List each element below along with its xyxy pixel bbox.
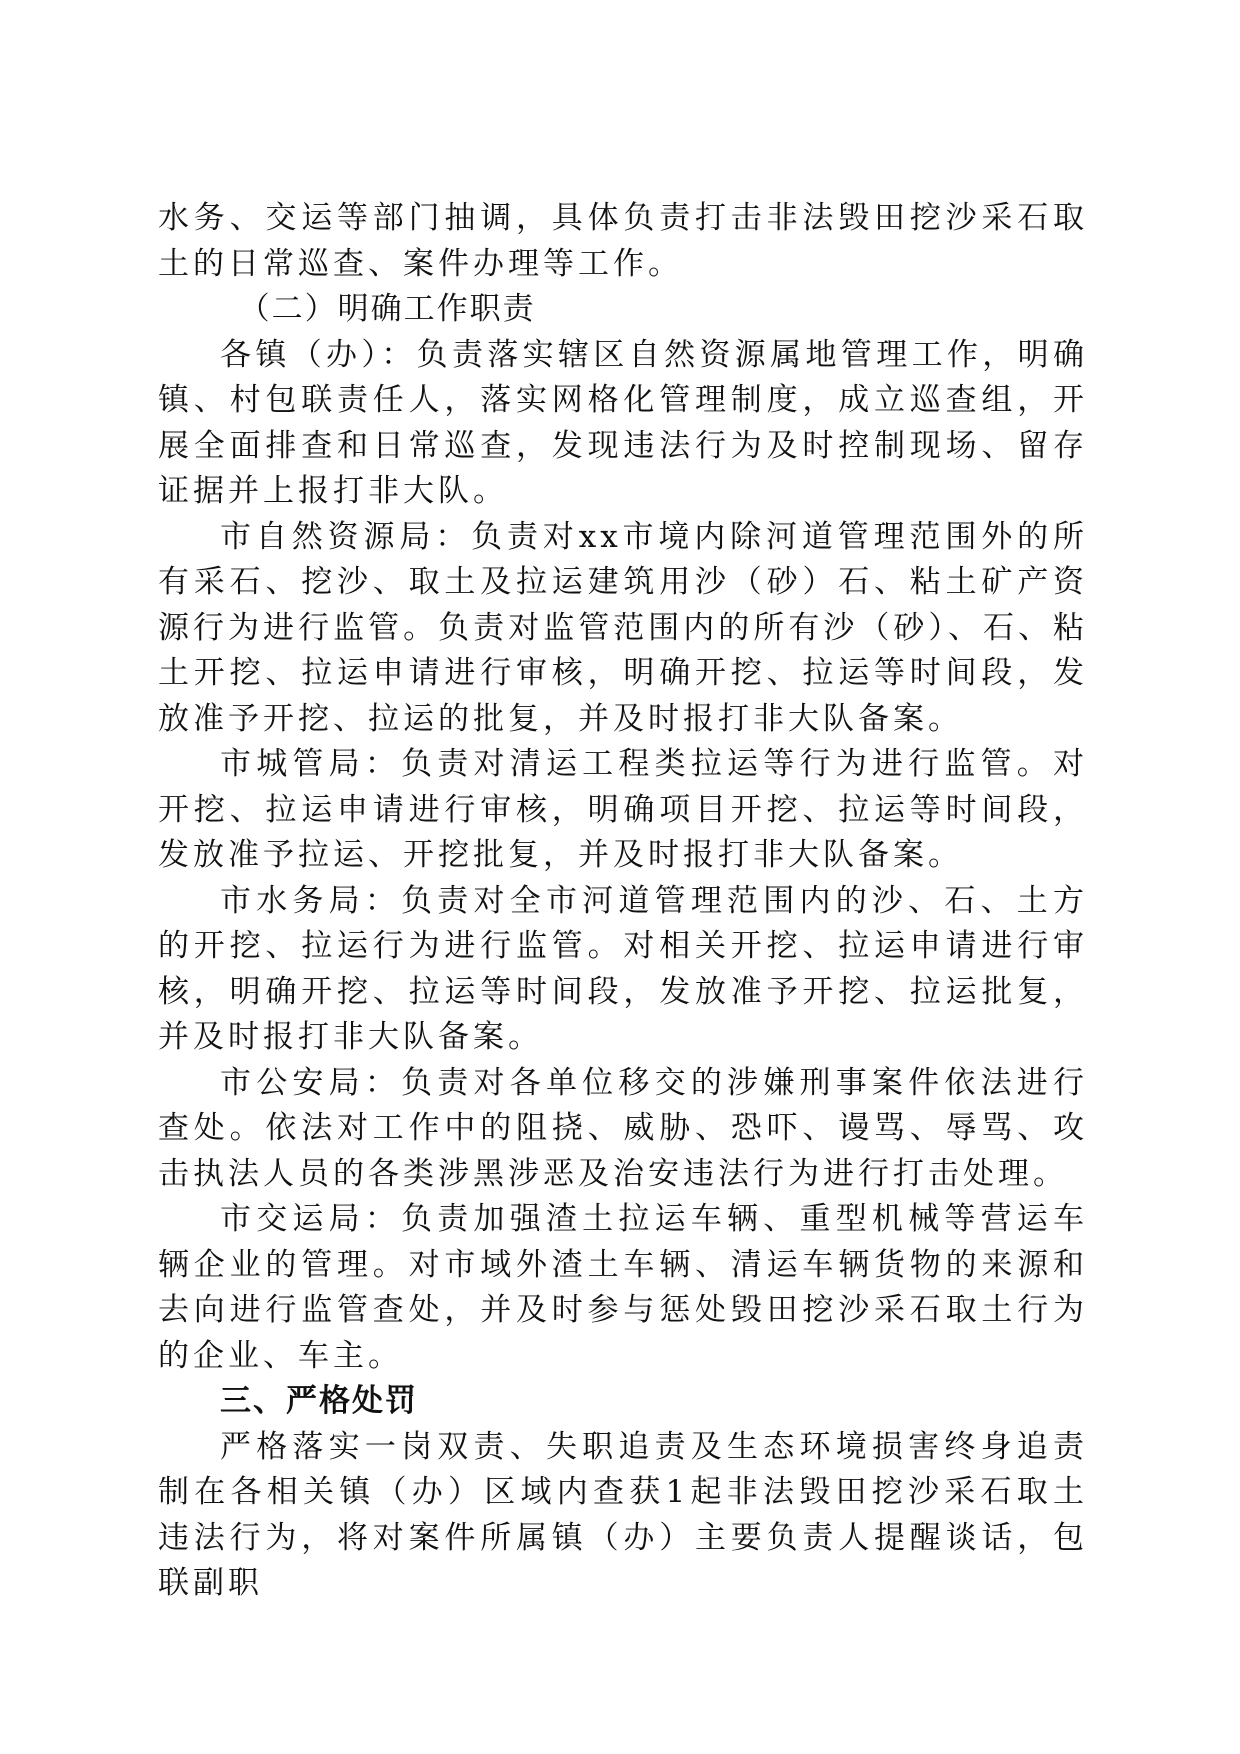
paragraph-continued: 水务、交运等部门抽调，具体负责打击非法毁田挖沙采石取土的日常巡查、案件办理等工作。 — [158, 200, 1088, 282]
section-subheading: （二）明确工作职责 — [238, 291, 536, 327]
paragraph-transport: 市交运局：负责加强渣土拉运车辆、重型机械等营运车辆企业的管理。对市域外渣土车辆、清运车辆货物的来源和去向进行监管查处，并及时参与惩处毁田挖沙采石取土行为的企业、车主。 — [158, 1201, 1088, 1374]
paragraph-towns: 各镇（办）：负责落实辖区自然资源属地管理工作，明确镇、村包联责任人，落实网格化管理制度，成立巡查组，开展全面排查和日常巡查，发现违法行为及时控制现场、留存证据并上报打非大队。 — [158, 336, 1088, 509]
section-heading: 三、严格处罚 — [220, 1383, 418, 1419]
document-body — [158, 196, 1088, 1607]
paragraph-public-security: 市公安局：负责对各单位移交的涉嫌刑事案件依法进行查处。依法对工作中的阻挠、威胁、恐吓、谩骂、辱骂、攻击执法人员的各类涉黑涉恶及治安违法行为进行打击处理。 — [158, 1064, 1088, 1192]
paragraph-urban-management: 市城管局：负责对清运工程类拉运等行为进行监管。对开挖、拉运申请进行审核，明确项目开挖、拉运等时间段，发放准予拉运、开挖批复，并及时报打非大队备案。 — [158, 746, 1088, 873]
paragraph-natural-resources: 市自然资源局：负责对xx市境内除河道管理范围外的所有采石、挖沙、取土及拉运建筑用沙（砂）石、粘土矿产资源行为进行监管。负责对监管范围内的所有沙（砂）、石、粘土开挖、拉运申请进行审核，明确开挖、拉运等时间段，发放准予开挖、拉运的批复，并及时报打非大队备案。 — [158, 518, 1088, 737]
paragraph-penalties: 严格落实一岗双责、失职追责及生态环境损害终身追责制在各相关镇（办）区域内查获1起非法毁田挖沙采石取土违法行为，将对案件所属镇（办）主要负责人提醒谈话，包联副职 — [158, 1428, 1088, 1601]
paragraph-water-affairs: 市水务局：负责对全市河道管理范围内的沙、石、土方的开挖、拉运行为进行监管。对相关开挖、拉运申请进行审核，明确开挖、拉运等时间段，发放准予开挖、拉运批复，并及时报打非大队备案。 — [158, 882, 1088, 1055]
